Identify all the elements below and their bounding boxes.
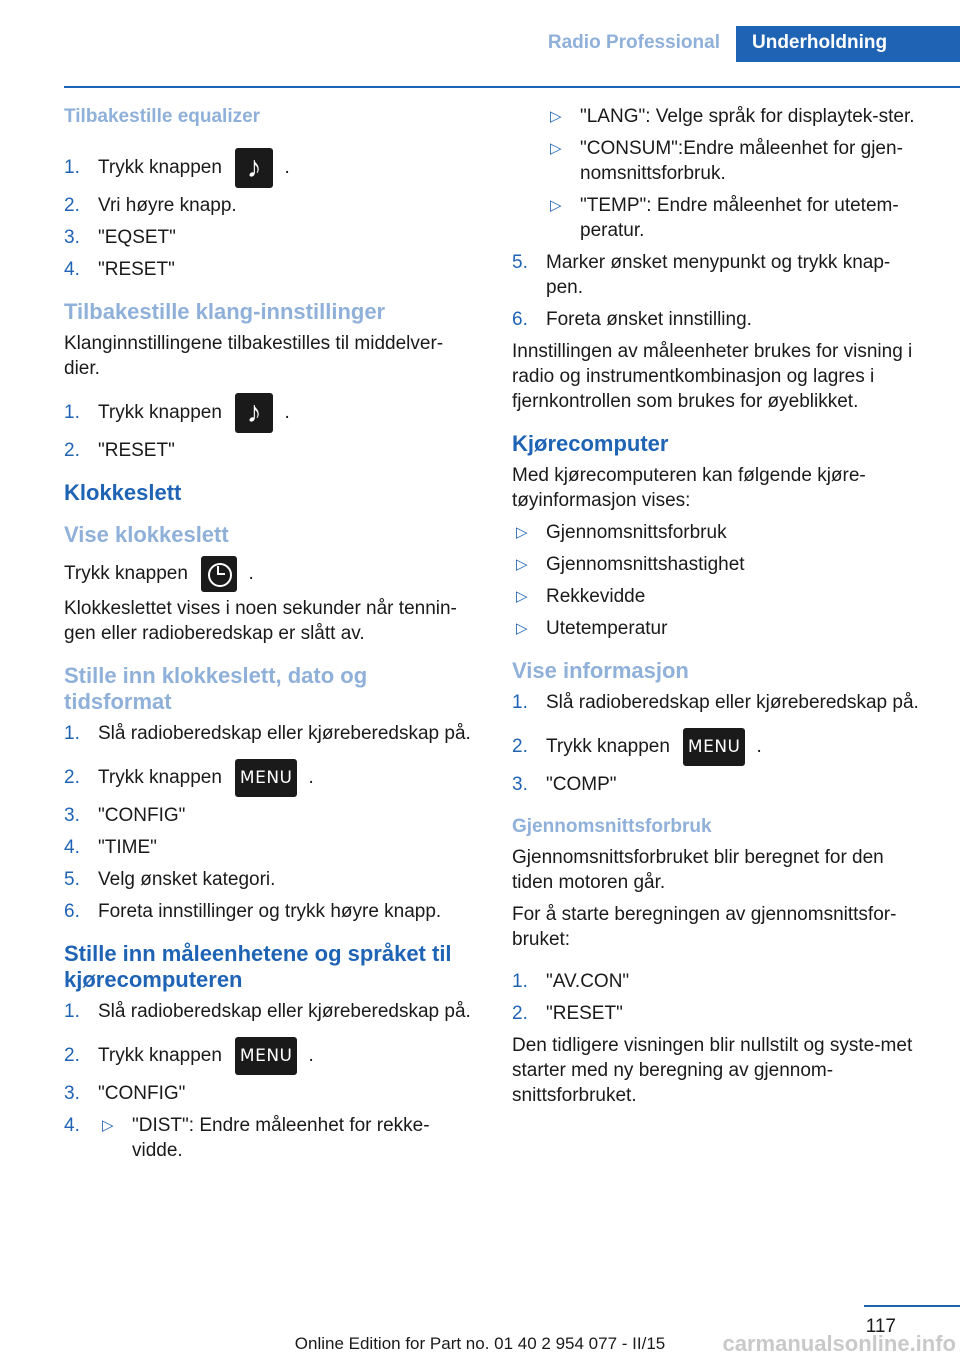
left-column — [64, 104, 474, 1170]
menu-button-icon: MENU — [235, 759, 297, 797]
step-number: 1. — [512, 692, 528, 713]
sub-item-text: "TEMP": Endre måleenhet for utetem-peratur. — [580, 195, 899, 241]
list-item — [64, 999, 474, 1024]
computer-paragraph: Med kjørecomputeren kan følgende kjøre-tøyinformasjon vises: — [512, 465, 866, 511]
triangle-bullet-icon: ▷ — [550, 140, 562, 157]
music-note-button-icon: ♪ — [235, 393, 273, 433]
step-suffix: . — [284, 157, 290, 178]
step-number: 3. — [64, 227, 80, 248]
list-item — [546, 104, 924, 129]
edition-line: Online Edition for Part no. 01 40 2 954 077 - II/15 — [294, 1334, 666, 1353]
step-text: Slå radioberedskap eller kjøreberedskap på. — [98, 1001, 471, 1022]
list-item — [512, 552, 924, 577]
step-number: 2. — [64, 195, 80, 216]
sound-paragraph: Klanginnstillingene tilbakestilles til middelver-dier. — [64, 333, 444, 379]
step-text: Trykk knappen — [98, 1045, 222, 1066]
step-number: 6. — [64, 901, 80, 922]
footer-rule — [864, 1305, 960, 1307]
heading-set-clock: Stille inn klokkeslett, dato og tidsformat — [64, 663, 368, 714]
step-number: 1. — [64, 402, 80, 423]
step-text: Foreta innstillinger og trykk høyre knapp. — [98, 901, 442, 922]
menu-button-icon: MENU — [235, 1037, 297, 1075]
step-text: Trykk knappen — [98, 767, 222, 788]
header-rule — [64, 86, 960, 88]
list-item — [512, 722, 924, 772]
press-suffix: . — [248, 563, 254, 584]
step-number: 6. — [512, 309, 528, 330]
step-suffix: . — [284, 402, 290, 423]
item-text: Rekkevidde — [546, 586, 646, 607]
triangle-bullet-icon: ▷ — [516, 524, 528, 541]
step-number: 2. — [512, 1003, 528, 1024]
heading-onboard-computer: Kjørecomputer — [512, 431, 669, 456]
press-text: Trykk knappen — [64, 563, 188, 584]
step-text: "CONFIG" — [98, 805, 186, 826]
step-text: "CONFIG" — [98, 1083, 186, 1104]
heading-show-info: Vise informasjon — [512, 658, 689, 683]
sub-item-text: "LANG": Velge språk for displaytek-ster. — [580, 106, 915, 127]
step-text: "AV.CON" — [546, 971, 630, 992]
list-item — [512, 584, 924, 609]
step-text: Slå radioberedskap eller kjøreberedskap på. — [546, 692, 919, 713]
step-number: 5. — [64, 869, 80, 890]
list-item — [64, 721, 474, 746]
step-text: "TIME" — [98, 837, 157, 858]
list-item — [64, 899, 474, 924]
step-number: 2. — [64, 440, 80, 461]
step-number: 3. — [64, 805, 80, 826]
right-column — [512, 104, 924, 1115]
step-number: 3. — [512, 774, 528, 795]
triangle-bullet-icon: ▷ — [516, 556, 528, 573]
list-item — [64, 1113, 474, 1163]
step-number: 2. — [64, 767, 80, 788]
heading-set-units: Stille inn måleenhetene og språket til kjørecomputeren — [64, 941, 452, 992]
page-header — [0, 26, 960, 62]
clock-button-icon — [201, 556, 237, 592]
step-number: 4. — [64, 259, 80, 280]
sound-steps — [64, 388, 474, 463]
item-text: Gjennomsnittsforbruk — [546, 522, 727, 543]
list-item — [512, 520, 924, 545]
units-steps — [64, 999, 474, 1163]
list-item — [64, 835, 474, 860]
triangle-bullet-icon: ▷ — [516, 620, 528, 637]
triangle-bullet-icon: ▷ — [550, 108, 562, 125]
step-number: 1. — [64, 1001, 80, 1022]
list-item — [64, 225, 474, 250]
avg-paragraph-1: Gjennomsnittsforbruket blir beregnet for den tiden motoren går. — [512, 847, 884, 893]
step-text: "RESET" — [98, 259, 175, 280]
step-text: "COMP" — [546, 774, 617, 795]
step-number: 1. — [512, 971, 528, 992]
triangle-bullet-icon: ▷ — [102, 1117, 114, 1134]
show-clock-press — [64, 554, 474, 594]
step-text: Marker ønsket menypunkt og trykk knap-pen. — [546, 252, 891, 298]
heading-average-consumption: Gjennomsnittsforbruk — [512, 816, 712, 837]
step-number: 1. — [64, 723, 80, 744]
step-number: 1. — [64, 157, 80, 178]
step-text: Trykk knappen — [546, 736, 670, 757]
list-item — [64, 193, 474, 218]
set-clock-steps — [64, 721, 474, 924]
header-chapter-tab: Underholdning — [736, 26, 960, 62]
list-item — [64, 143, 474, 193]
list-item — [64, 388, 474, 438]
watermark-text: carmanualsonline.info — [722, 1331, 956, 1356]
triangle-bullet-icon: ▷ — [550, 197, 562, 214]
item-text: Utetemperatur — [546, 618, 668, 639]
avg-paragraph-3: Den tidligere visningen blir nullstilt og syste-met starter med ny beregning av gjennom-snittsforbruket. — [512, 1035, 913, 1106]
equalizer-steps — [64, 143, 474, 282]
music-note-button-icon: ♪ — [235, 148, 273, 188]
step-text: Trykk knappen — [98, 157, 222, 178]
list-item — [64, 257, 474, 282]
step-number: 4. — [64, 837, 80, 858]
step-text: Velg ønsket kategori. — [98, 869, 276, 890]
step-suffix: . — [756, 736, 762, 757]
step-number: 3. — [64, 1083, 80, 1104]
item-text: Gjennomsnittshastighet — [546, 554, 745, 575]
list-item — [512, 616, 924, 641]
step-text: Slå radioberedskap eller kjøreberedskap på. — [98, 723, 471, 744]
step-text: "RESET" — [546, 1003, 623, 1024]
list-item — [64, 1081, 474, 1106]
step-text: Foreta ønsket innstilling. — [546, 309, 752, 330]
list-item — [512, 969, 924, 994]
list-item — [64, 753, 474, 803]
step-text: Vri høyre knapp. — [98, 195, 237, 216]
list-item — [64, 1031, 474, 1081]
list-item — [512, 250, 924, 300]
units-paragraph: Innstillingen av måleenheter brukes for visning i radio og instrumentkombinasjon og lagres i fjernkontrollen som brukes for øyeblikket. — [512, 341, 913, 412]
list-item — [512, 1001, 924, 1026]
show-clock-paragraph: Klokkeslettet vises i noen sekunder når tennin-gen eller radioberedskap er slått av. — [64, 598, 457, 644]
header-section-title: Radio Professional — [547, 32, 720, 53]
menu-button-icon: MENU — [683, 728, 745, 766]
step-number: 2. — [64, 1045, 80, 1066]
step-text: Trykk knappen — [98, 402, 222, 423]
triangle-bullet-icon: ▷ — [516, 588, 528, 605]
step-number: 4. — [64, 1115, 80, 1136]
step-number: 2. — [512, 736, 528, 757]
step-suffix: . — [308, 1045, 314, 1066]
heading-clock: Klokkeslett — [64, 480, 182, 505]
sub-item-text: "CONSUM":Endre måleenhet for gjen-nomsnittsforbruk. — [580, 138, 903, 184]
list-item — [64, 438, 474, 463]
list-item — [64, 803, 474, 828]
avg-paragraph-2: For å starte beregningen av gjennomsnittsfor-bruket: — [512, 904, 897, 950]
list-item — [512, 307, 924, 332]
units-steps-continued — [512, 250, 924, 332]
list-item — [546, 193, 924, 243]
heading-reset-sound: Tilbakestille klang-innstillinger — [64, 299, 386, 324]
computer-items — [512, 520, 924, 641]
list-item — [512, 772, 924, 797]
heading-reset-equalizer: Tilbakestille equalizer — [64, 106, 261, 127]
list-item — [512, 690, 924, 715]
avg-steps — [512, 969, 924, 1026]
step-suffix: . — [308, 767, 314, 788]
info-steps — [512, 690, 924, 797]
page-number: 117 — [865, 1316, 896, 1337]
step-text: "DIST": Endre måleenhet for rekke-vidde. — [132, 1115, 430, 1161]
step-text: "EQSET" — [98, 227, 176, 248]
step-number: 5. — [512, 252, 528, 273]
step-text: "RESET" — [98, 440, 175, 461]
list-item — [64, 867, 474, 892]
list-item — [546, 136, 924, 186]
heading-show-clock: Vise klokkeslett — [64, 522, 229, 547]
units-sub-list — [512, 104, 924, 243]
